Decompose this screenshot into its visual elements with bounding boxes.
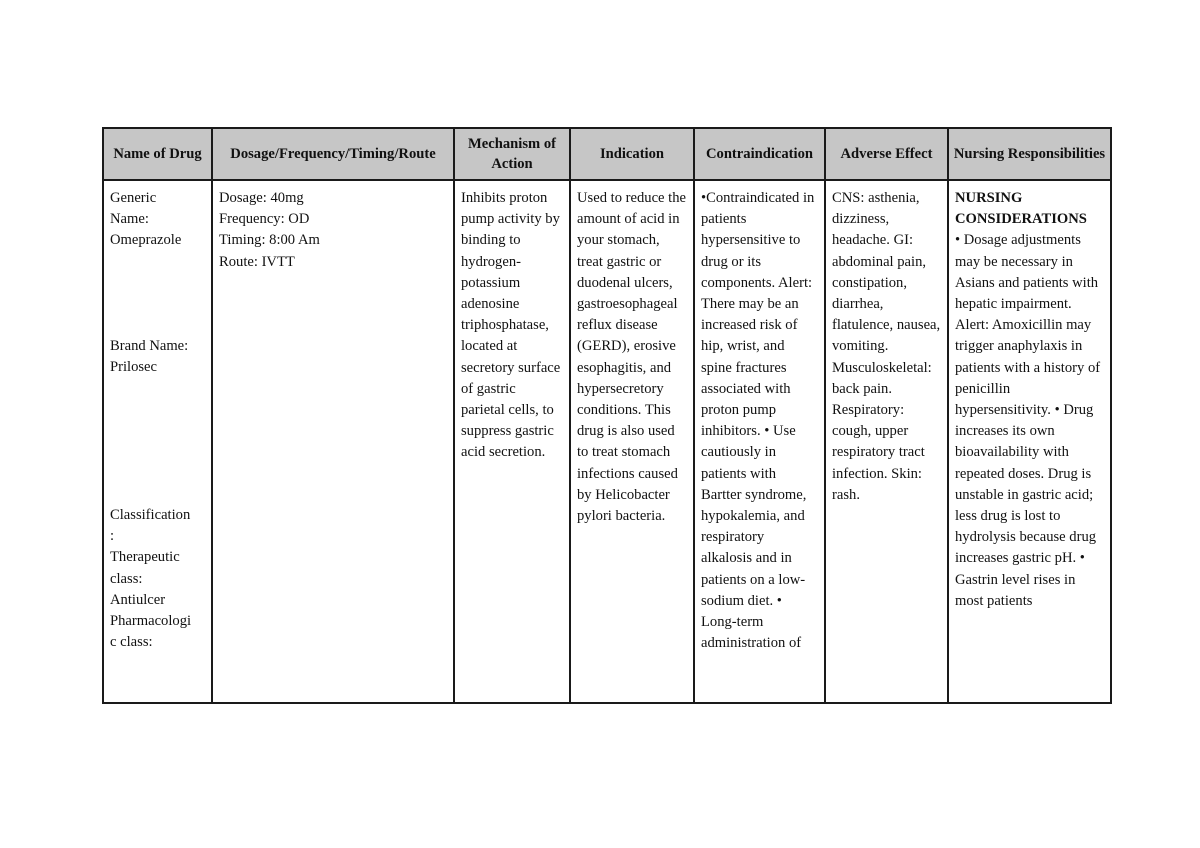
cell-indication: Used to reduce the amount of acid in your stomach, treat gastric or duodenal ulcers, gastroesophageal reflux disease (GERD), erosive esophagitis, and hypersecretory conditions. This drug is also used to treat stomach infections caused by Helicobacter pylori bacteria. xyxy=(570,180,694,703)
header-contraindication: Contraindication xyxy=(694,128,825,180)
generic-label-2: Name: xyxy=(110,211,149,228)
cell-dosage xyxy=(212,180,454,703)
pharmacologic-label: Pharmacologi xyxy=(110,613,192,630)
cell-nursing xyxy=(948,180,1111,703)
pharmacologic-label-2: c class: xyxy=(110,634,153,651)
drug-study-table xyxy=(102,127,1112,704)
classification-colon: : xyxy=(110,528,115,545)
spacer xyxy=(110,252,205,336)
classification-label: Classification xyxy=(110,507,191,524)
therapeutic-label: Therapeutic xyxy=(110,549,180,566)
header-nursing: Nursing Responsibilities xyxy=(948,128,1111,180)
generic-name: Omeprazole xyxy=(110,232,182,249)
frequency-line: Frequency: OD xyxy=(219,211,310,228)
cell-mechanism: Inhibits proton pump activity by binding to hydrogen-potassium adenosine triphosphatase, located at secretory surface of gastric parietal cells, to suppress gastric acid secretion. xyxy=(454,180,570,703)
cell-contraindication: •Contraindicated in patients hypersensitive to drug or its components. Alert: There may be an increased risk of hip, wrist, and spine fractures associated with proton pump inhibitors. • Use cautiously in patients with Bartter syndrome, hypokalemia, and respiratory alkalosis and in patients on a low-sodium diet. • Long-term administration of xyxy=(694,180,825,703)
header-indication: Indication xyxy=(570,128,694,180)
route-line: Route: IVTT xyxy=(219,253,295,270)
therapeutic-label-2: class: xyxy=(110,570,143,587)
header-mechanism: Mechanism of Action xyxy=(454,128,570,180)
cell-name-of-drug xyxy=(103,180,212,703)
cell-adverse-effect: CNS: asthenia, dizziness, headache. GI: abdominal pain, constipation, diarrhea, flatulence, nausea, vomiting. Musculoskeletal: back pain. Respiratory: cough, upper respiratory tract infection. Skin: rash. xyxy=(825,180,948,703)
header-dosage: Dosage/Frequency/Timing/Route xyxy=(212,128,454,180)
header-row xyxy=(103,128,1111,180)
generic-label-1: Generic xyxy=(110,190,157,206)
timing-line: Timing: 8:00 Am xyxy=(219,232,320,249)
nursing-heading: NURSING CONSIDERATIONS xyxy=(955,190,1087,228)
brand-name: Prilosec xyxy=(110,358,158,375)
spacer xyxy=(110,378,205,505)
nursing-body: • Dosage adjustments may be necessary in Asians and patients with hepatic impairment. Alert: Amoxicillin may trigger anaphylaxis in patients with a history of penicillin hypersensitivity. • Drug increases its own bioavailability with repeated doses. Drug is unstable in gastric acid; less drug is lost to hydrolysis because drug increases gastric pH. • Gastrin level rises in most patients xyxy=(955,232,1104,609)
header-adverse-effect: Adverse Effect xyxy=(825,128,948,180)
therapeutic-class: Antiulcer xyxy=(110,591,166,608)
header-name-of-drug: Name of Drug xyxy=(103,128,212,180)
brand-label: Brand Name: xyxy=(110,337,189,354)
dosage-line: Dosage: 40mg xyxy=(219,190,304,206)
drug-row xyxy=(103,180,1111,703)
